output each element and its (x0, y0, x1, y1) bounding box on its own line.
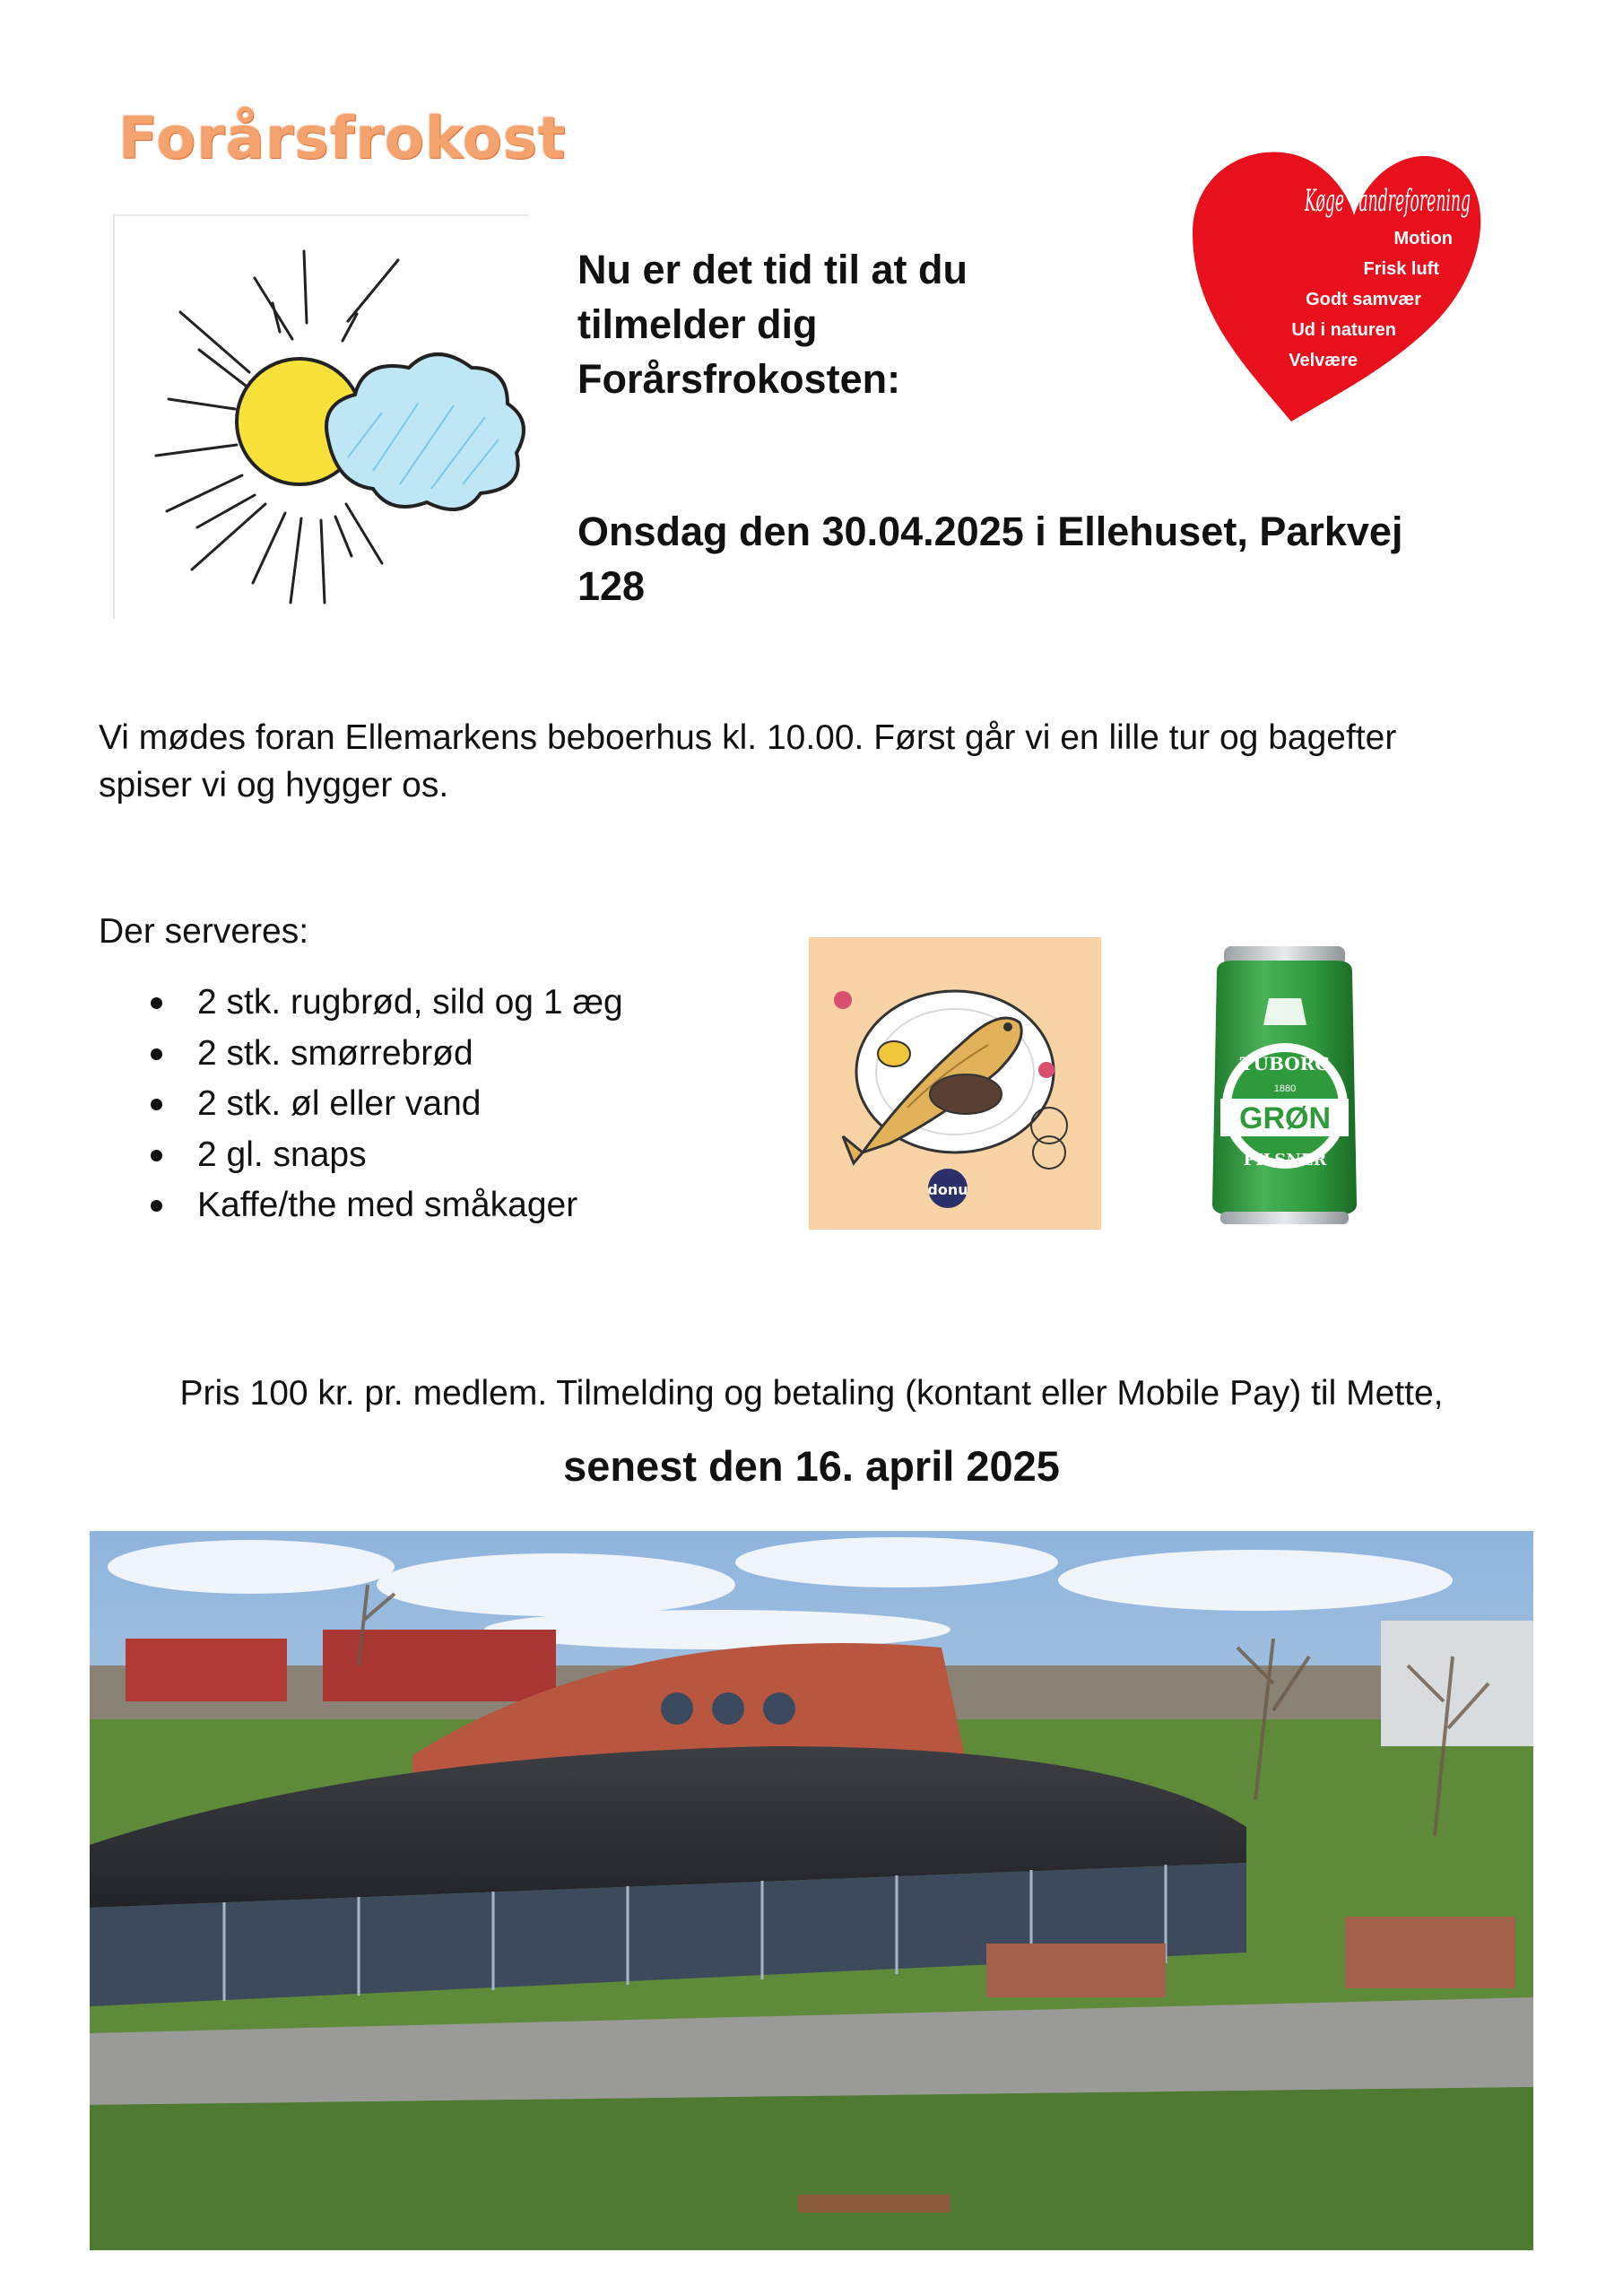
bullet-icon (151, 1048, 162, 1060)
bullet-icon (151, 997, 162, 1009)
bullet-icon (151, 1099, 162, 1110)
food-brand-text: donu (927, 1181, 968, 1198)
can-variant: GRØN (1239, 1101, 1331, 1135)
tagline: Godt samvær (1306, 290, 1421, 309)
menu-label: Der serveres: (99, 912, 309, 951)
menu-item: 2 stk. øl eller vand (143, 1079, 623, 1130)
price-info: Pris 100 kr. pr. medlem. Tilmelding og betaling (kontant eller Mobile Pay) til Mette, (179, 1374, 1444, 1413)
menu-list (143, 978, 623, 1231)
signup-heading (577, 242, 1098, 406)
can-brand: TUBORG (1239, 1053, 1331, 1074)
signup-deadline: senest den 16. april 2025 (563, 1442, 1060, 1490)
event-logo-text: Forårsfrokost (118, 106, 567, 172)
tagline: Ud i naturen (1291, 320, 1396, 340)
date-line: 128 (577, 563, 646, 609)
intro-paragraph (99, 714, 1569, 809)
date-line: Onsdag den 30.04.2025 i Ellehuset, Parkvej (577, 509, 1403, 554)
menu-item: 2 gl. snaps (143, 1130, 623, 1181)
tagline: Motion (1393, 229, 1453, 248)
menu-item: 2 stk. rugbrød, sild og 1 æg (143, 978, 623, 1029)
club-heart-logo (1193, 144, 1480, 430)
menu-item: 2 stk. smørrebrød (143, 1029, 623, 1080)
can-type: PILSNER (1243, 1151, 1327, 1170)
heading-line: Nu er det tid til at du (577, 247, 968, 292)
heading-line: tilmelder dig (577, 301, 818, 347)
can-year: 1880 (1273, 1083, 1297, 1094)
menu-item: Kaffe/the med småkager (143, 1180, 623, 1231)
bullet-icon (151, 1200, 162, 1212)
heading-line: Forårsfrokosten: (577, 356, 901, 402)
intro-line: spiser vi og hygger os. (99, 766, 449, 804)
beer-can-image (1206, 944, 1363, 1227)
ellehuset-building-photo (90, 1531, 1533, 2250)
event-date-location (577, 504, 1510, 613)
herring-plate-image (809, 937, 1101, 1230)
club-name: Køge Vandreforening (1304, 183, 1471, 219)
bullet-icon (151, 1150, 162, 1161)
tagline: Velvære (1289, 351, 1358, 370)
intro-line: Vi mødes foran Ellemarkens beboerhus kl. 10.00. Først går vi en lille tur og bagefter (99, 718, 1397, 757)
sun-cloud-illustration (113, 215, 529, 619)
tagline: Frisk luft (1363, 259, 1439, 279)
